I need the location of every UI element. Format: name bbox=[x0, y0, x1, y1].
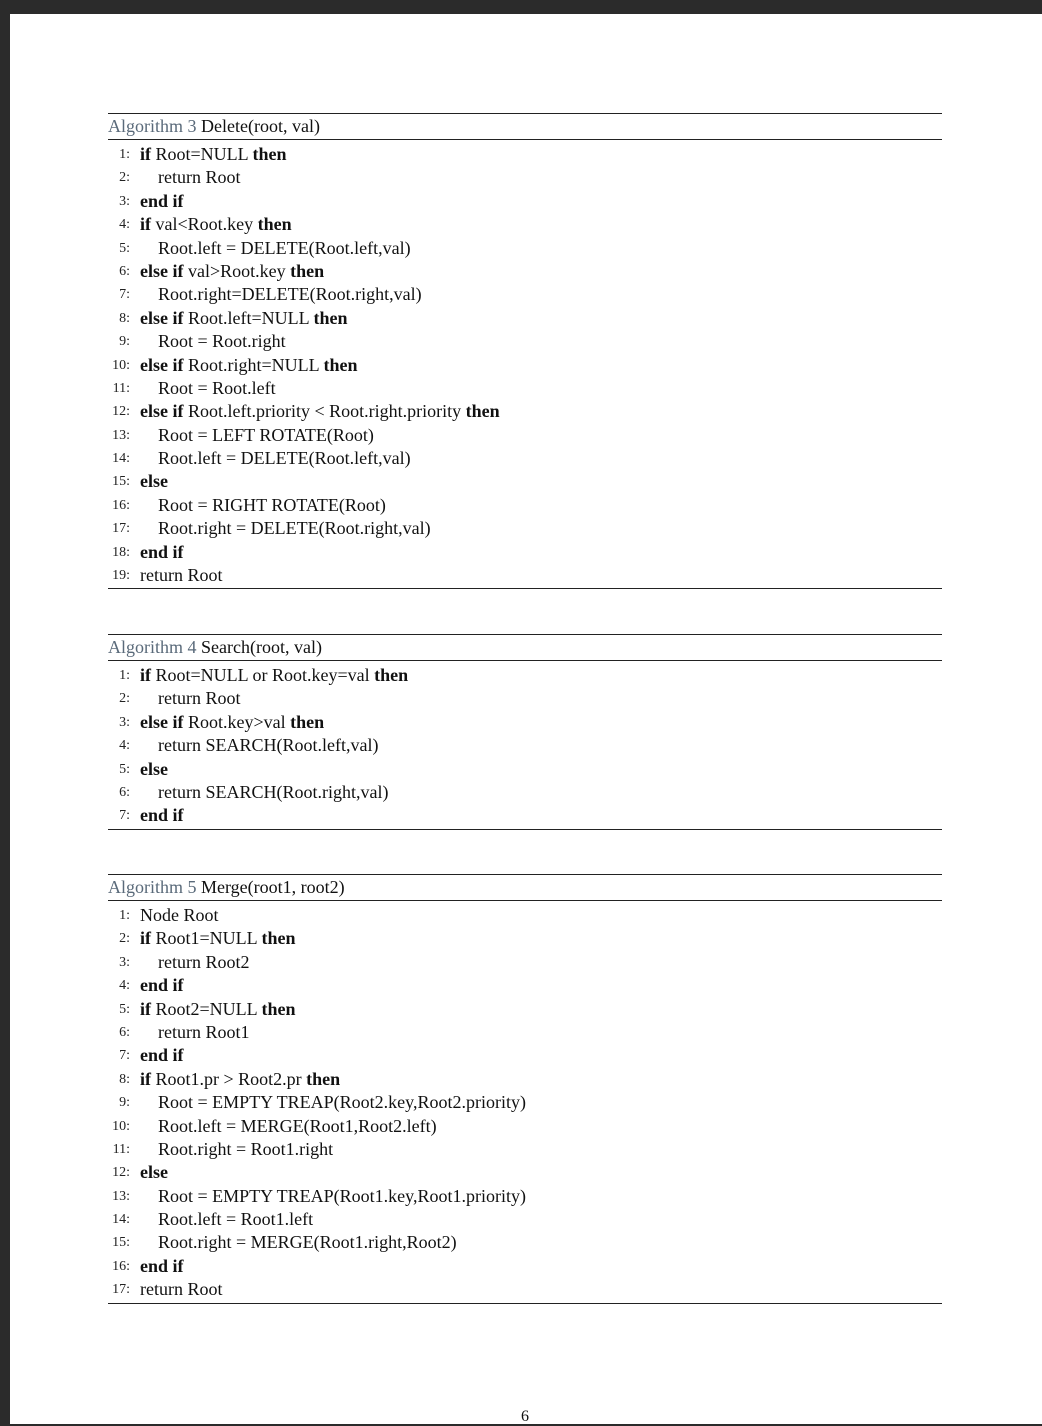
algorithm-body bbox=[108, 661, 942, 829]
algorithm-3-delete bbox=[108, 113, 942, 589]
algorithm-caption bbox=[108, 875, 942, 901]
code-text bbox=[158, 447, 411, 470]
code-text bbox=[140, 260, 324, 283]
keyword: then bbox=[290, 711, 325, 732]
algorithm-title: Delete(root, val) bbox=[201, 116, 320, 136]
line-number: 15: bbox=[112, 474, 130, 490]
code-text bbox=[158, 781, 388, 804]
code-line bbox=[108, 564, 942, 587]
line-number: 1: bbox=[119, 908, 130, 923]
algorithm-title: Search(root, val) bbox=[201, 637, 322, 657]
line-number: 13: bbox=[112, 1188, 130, 1204]
code-text bbox=[140, 354, 357, 377]
code-text bbox=[158, 1208, 313, 1231]
line-number: 6: bbox=[119, 263, 130, 279]
code-text bbox=[140, 307, 347, 330]
code-token: return Root1 bbox=[158, 1021, 250, 1042]
code-text bbox=[140, 998, 296, 1021]
keyword: then bbox=[257, 214, 292, 235]
code-token: return Root bbox=[158, 167, 241, 188]
keyword: then bbox=[252, 144, 287, 164]
code-text bbox=[140, 541, 184, 564]
code-line bbox=[108, 781, 942, 804]
code-token: return Root2 bbox=[158, 951, 250, 972]
code-text bbox=[140, 564, 223, 587]
code-token: Root.left.priority < Root.right.priority bbox=[183, 401, 466, 422]
keyword: end if bbox=[140, 975, 184, 996]
code-text bbox=[158, 517, 431, 540]
keyword: if bbox=[140, 214, 151, 235]
code-token: Root1.pr > Root2.pr bbox=[151, 1068, 307, 1089]
line-number: 8: bbox=[119, 310, 130, 326]
code-line bbox=[108, 541, 942, 564]
code-token: Root = LEFT ROTATE(Root) bbox=[158, 424, 374, 445]
code-text bbox=[158, 734, 378, 757]
code-token: Root.right=NULL bbox=[183, 354, 324, 375]
keyword: end if bbox=[140, 190, 184, 211]
keyword: end if bbox=[140, 1255, 184, 1276]
algorithm-label: Algorithm 5 bbox=[108, 877, 197, 897]
code-line bbox=[108, 143, 942, 166]
code-line bbox=[108, 904, 942, 927]
line-number: 5: bbox=[119, 1001, 130, 1017]
code-line bbox=[108, 400, 942, 423]
code-token: Root2=NULL bbox=[151, 998, 262, 1019]
code-line bbox=[108, 1231, 942, 1254]
code-line bbox=[108, 664, 942, 687]
code-line bbox=[108, 1185, 942, 1208]
code-line bbox=[108, 307, 942, 330]
code-text bbox=[140, 1068, 340, 1091]
line-number: 2: bbox=[119, 691, 130, 707]
code-text bbox=[158, 1231, 457, 1254]
keyword: if bbox=[140, 144, 151, 164]
code-token: Root = Root.left bbox=[158, 377, 276, 398]
code-token: val<Root.key bbox=[151, 214, 258, 235]
code-line bbox=[108, 1208, 942, 1231]
code-text bbox=[158, 1091, 526, 1114]
line-number: 7: bbox=[119, 287, 130, 303]
code-token: Node Root bbox=[140, 905, 219, 925]
line-number: 12: bbox=[112, 1165, 130, 1181]
line-number: 14: bbox=[112, 1212, 130, 1228]
code-text bbox=[140, 1255, 184, 1278]
code-token: return SEARCH(Root.right,val) bbox=[158, 781, 389, 802]
code-text bbox=[140, 213, 292, 236]
line-number: 12: bbox=[112, 404, 130, 420]
line-number: 7: bbox=[119, 808, 130, 824]
line-number: 8: bbox=[119, 1071, 130, 1087]
code-line bbox=[108, 213, 942, 236]
code-token: Root.left = MERGE(Root1,Root2.left) bbox=[158, 1115, 437, 1136]
keyword: end if bbox=[140, 805, 184, 826]
line-number: 5: bbox=[119, 761, 130, 777]
code-text bbox=[140, 470, 168, 493]
code-text bbox=[158, 1138, 333, 1161]
line-number: 14: bbox=[112, 451, 130, 467]
code-text bbox=[158, 687, 241, 710]
code-line bbox=[108, 998, 942, 1021]
code-line bbox=[108, 804, 942, 827]
viewer-top-bar bbox=[0, 0, 1042, 14]
code-text bbox=[158, 330, 286, 353]
code-token: Root.right = DELETE(Root.right,val) bbox=[158, 518, 431, 539]
code-line bbox=[108, 1044, 942, 1067]
code-line bbox=[108, 424, 942, 447]
code-line bbox=[108, 447, 942, 470]
code-line bbox=[108, 517, 942, 540]
code-token: return Root bbox=[140, 1279, 223, 1300]
code-text bbox=[158, 1115, 437, 1138]
code-text bbox=[140, 1044, 184, 1067]
line-number: 5: bbox=[119, 240, 130, 256]
line-number: 1: bbox=[119, 147, 130, 162]
code-line bbox=[108, 166, 942, 189]
keyword: if bbox=[140, 928, 151, 949]
line-number: 3: bbox=[119, 714, 130, 730]
code-line bbox=[108, 237, 942, 260]
line-number: 9: bbox=[119, 1095, 130, 1111]
code-text bbox=[158, 951, 250, 974]
code-line bbox=[108, 758, 942, 781]
code-token: Root = RIGHT ROTATE(Root) bbox=[158, 494, 386, 515]
code-line bbox=[108, 1091, 942, 1114]
line-number: 7: bbox=[119, 1048, 130, 1064]
line-number: 16: bbox=[112, 1258, 130, 1274]
code-line bbox=[108, 260, 942, 283]
code-line bbox=[108, 734, 942, 757]
keyword: then bbox=[261, 998, 296, 1019]
line-number: 11: bbox=[112, 1141, 130, 1157]
algorithm-caption bbox=[108, 114, 942, 140]
code-line bbox=[108, 711, 942, 734]
code-token: val>Root.key bbox=[183, 260, 291, 281]
keyword: end if bbox=[140, 1045, 184, 1066]
keyword: end if bbox=[140, 541, 184, 562]
keyword: if bbox=[140, 1068, 151, 1089]
code-line bbox=[108, 927, 942, 950]
code-token: Root.left=NULL bbox=[183, 307, 314, 328]
line-number: 13: bbox=[112, 427, 130, 443]
keyword: else if bbox=[140, 711, 184, 732]
line-number: 3: bbox=[119, 954, 130, 970]
line-number: 18: bbox=[112, 544, 130, 560]
keyword: else if bbox=[140, 307, 184, 328]
line-number: 15: bbox=[112, 1235, 130, 1251]
keyword: then bbox=[306, 1068, 341, 1089]
code-text bbox=[140, 1161, 168, 1184]
line-number: 19: bbox=[112, 568, 130, 584]
line-number: 11: bbox=[112, 380, 130, 396]
line-number: 16: bbox=[112, 497, 130, 513]
algorithm-body bbox=[108, 140, 942, 588]
code-token: Root = EMPTY TREAP(Root1.key,Root1.priority) bbox=[158, 1185, 526, 1206]
keyword: then bbox=[290, 260, 325, 281]
algorithm-5-merge bbox=[108, 874, 942, 1304]
line-number: 1: bbox=[119, 668, 130, 683]
code-token: Root = Root.right bbox=[158, 331, 286, 352]
algorithm-label: Algorithm 4 bbox=[108, 637, 197, 657]
keyword: then bbox=[313, 307, 348, 328]
code-text bbox=[140, 711, 324, 734]
line-number: 4: bbox=[119, 738, 130, 754]
line-number: 10: bbox=[112, 1118, 130, 1134]
code-token: Root=NULL or Root.key=val bbox=[151, 665, 375, 685]
code-text bbox=[140, 974, 184, 997]
code-line bbox=[108, 330, 942, 353]
code-text bbox=[140, 664, 408, 687]
page-number: 6 bbox=[521, 1408, 529, 1425]
code-text bbox=[140, 804, 184, 827]
code-token: Root=NULL bbox=[151, 144, 253, 164]
keyword: then bbox=[465, 401, 500, 422]
code-token: Root.left = DELETE(Root.left,val) bbox=[158, 448, 411, 469]
code-line bbox=[108, 1255, 942, 1278]
code-text bbox=[158, 494, 386, 517]
keyword: then bbox=[323, 354, 358, 375]
line-number: 6: bbox=[119, 784, 130, 800]
line-number: 6: bbox=[119, 1024, 130, 1040]
code-token: Root = EMPTY TREAP(Root2.key,Root2.priority) bbox=[158, 1092, 526, 1113]
keyword: else bbox=[140, 471, 168, 492]
code-text bbox=[140, 143, 287, 166]
code-text bbox=[158, 1185, 526, 1208]
line-number: 2: bbox=[119, 170, 130, 186]
keyword: else if bbox=[140, 260, 184, 281]
code-line bbox=[108, 190, 942, 213]
code-token: Root.left = DELETE(Root.left,val) bbox=[158, 237, 411, 258]
code-text bbox=[140, 400, 500, 423]
code-line bbox=[108, 354, 942, 377]
keyword: else if bbox=[140, 354, 184, 375]
keyword: else bbox=[140, 1162, 168, 1183]
line-number: 4: bbox=[119, 978, 130, 994]
line-number: 17: bbox=[112, 521, 130, 537]
code-token: Root.left = Root1.left bbox=[158, 1209, 314, 1230]
line-number: 10: bbox=[112, 357, 130, 373]
code-text bbox=[140, 190, 184, 213]
code-token: Root.right = MERGE(Root1.right,Root2) bbox=[158, 1232, 457, 1253]
code-token: return SEARCH(Root.left,val) bbox=[158, 735, 379, 756]
code-line bbox=[108, 283, 942, 306]
line-number: 4: bbox=[119, 217, 130, 233]
code-line bbox=[108, 974, 942, 997]
keyword: if bbox=[140, 665, 151, 685]
code-text bbox=[158, 377, 276, 400]
code-line bbox=[108, 470, 942, 493]
keyword: then bbox=[374, 665, 409, 685]
code-line bbox=[108, 1068, 942, 1091]
keyword: if bbox=[140, 998, 151, 1019]
code-line bbox=[108, 377, 942, 400]
algorithm-body bbox=[108, 901, 942, 1303]
code-line bbox=[108, 1021, 942, 1044]
code-token: Root.key>val bbox=[183, 711, 291, 732]
code-line bbox=[108, 1138, 942, 1161]
code-line bbox=[108, 951, 942, 974]
code-token: Root.right=DELETE(Root.right,val) bbox=[158, 284, 422, 305]
keyword: then bbox=[261, 928, 296, 949]
code-text bbox=[158, 237, 411, 260]
code-text bbox=[158, 424, 374, 447]
code-line bbox=[108, 1161, 942, 1184]
algorithm-caption bbox=[108, 635, 942, 661]
code-line bbox=[108, 1115, 942, 1138]
code-text bbox=[158, 166, 241, 189]
line-number: 17: bbox=[112, 1282, 130, 1298]
code-text bbox=[158, 283, 422, 306]
code-text bbox=[140, 758, 168, 781]
line-number: 9: bbox=[119, 334, 130, 350]
code-line bbox=[108, 1278, 942, 1301]
code-token: Root1=NULL bbox=[151, 928, 262, 949]
keyword: else if bbox=[140, 401, 184, 422]
code-token: return Root bbox=[158, 688, 241, 709]
code-text bbox=[158, 1021, 250, 1044]
code-text bbox=[140, 927, 296, 950]
line-number: 2: bbox=[119, 931, 130, 947]
algorithm-label: Algorithm 3 bbox=[108, 116, 197, 136]
code-text bbox=[140, 904, 219, 927]
algorithm-4-search bbox=[108, 634, 942, 830]
code-token: return Root bbox=[140, 565, 223, 586]
code-line bbox=[108, 687, 942, 710]
keyword: else bbox=[140, 758, 168, 779]
line-number: 3: bbox=[119, 193, 130, 209]
document-page bbox=[10, 14, 1042, 1424]
code-token: Root.right = Root1.right bbox=[158, 1138, 334, 1159]
algorithm-title: Merge(root1, root2) bbox=[201, 877, 345, 897]
code-line bbox=[108, 494, 942, 517]
code-text bbox=[140, 1278, 223, 1301]
